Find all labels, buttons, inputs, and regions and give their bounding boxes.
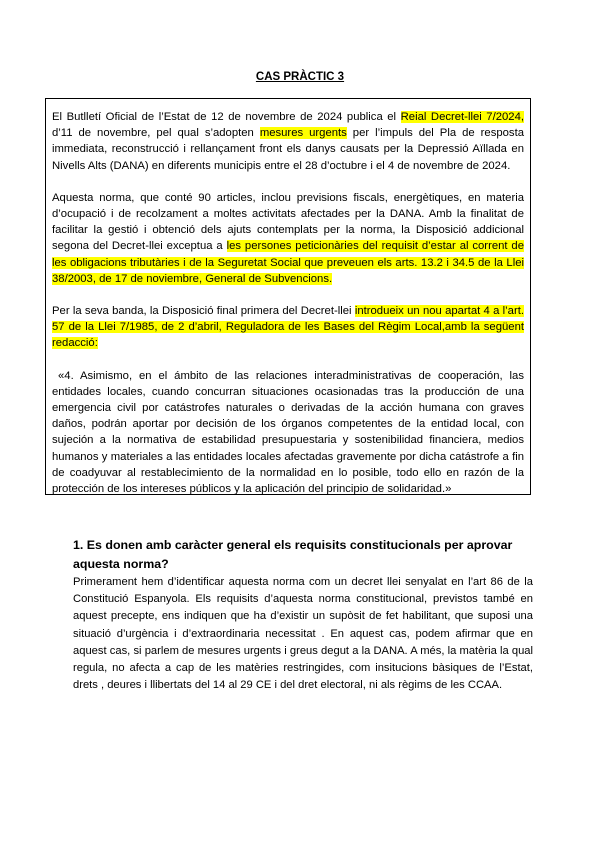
highlight-new-section: introdueix un nou apartat 4 a l’art. 57 de la Llei 7/1985, de 2 d’abril, Reguladora de les Bases del Règim Local,amb la següent redacció: <box>52 305 524 350</box>
case-quote: «4. Asimismo, en el ámbito de las relaciones interadministrativas de cooperación, las entidades locales, cuando concurran situaciones ocasionadas tras la producción de una emergencia civil por catástrofes naturales o derivadas de la acción humana con graves daños, podrán aportar por decisión de los órganos competentes de la entidad local, con sujeción a la normativa de estabilidad presupuestaria y sostenibilidad financiera, medios humanos y materiales a las entidades locales afectadas gravemente por dicha catástrofe a fin de coadyuvar al restablecimiento de la normalidad en lo posible, todo ello en razón de la protección de los intereses públicos y la aplicación del principio de solidaridad.» <box>52 369 524 496</box>
highlight-urgent-measures: mesures urgents <box>259 127 347 140</box>
case-paragraph-1: El Butlletí Oficial de l’Estat de 12 de novembre de 2024 publica el Reial Decret-llei 7/2024, d’11 de novembre, pel qual s’adopten mesures urgents per l’impuls del Pla de resposta immediata, reconstrucció i rellançament front els danys causats per la Depressió Aïllada en Nivells Alts (DANA) en diferents municipis entre el 28 d’octubre i el 4 de novembre de 2024. <box>52 111 525 172</box>
answer-1: Primerament hem d’identificar aquesta norma com un decret llei senyalat en l’art 86 de la Constitució Espanyola. Els requisits d’aquesta norma constitucional, previstos també en aquest precepte, ens indiquen que ha d’existir un supòsit de fet habilitant, que suposi una situació d’urgència i d’extraordinaria necessitat . En aquest cas, podem afirmar que en aquest cas, si parlem de mesures urgents i greus degut a la DANA. A més, la matèria la qual regula, no afecta a cap de les matèries restringides, com insitucions bàsiques de l’Estat, drets , deures i llibertats del 14 al 29 CE i del dret electoral, ni als règims de les CCAA. <box>73 576 533 692</box>
highlight-exemption: les persones peticionàries del requisit d’estar al corrent de les obligacions tributàries i de la Seguretat Social que preveuen els arts. 13.2 i 34.5 de la Llei 38/2003, de 17 de noviembre, General de Subvencions. <box>52 240 524 285</box>
case-paragraph-2: Aquesta norma, que conté 90 articles, inclou previsions fiscals, energètiques, en materia d’ocupació i de recolzament a moltes activitats afectades per la DANA. Amb la finalitat de facilitar la gestió i obtenció dels ajuts contemplats per la norma, la Disposició addicional segona del Decret-llei exceptua a les persones peticionàries del requisit d’estar al corrent de les obligacions tributàries i de la Seguretat Social que preveuen els arts. 13.2 i 34.5 de la Llei 38/2003, de 17 de noviembre, General de Subvencions. <box>52 191 524 285</box>
question-1: 1. Es donen amb caràcter general els requisits constitucionals per aprovar aquesta norma? <box>73 538 513 571</box>
page-title: CAS PRÀCTIC 3 <box>255 71 345 83</box>
highlight-decree: Reial Decret-llei 7/2024, <box>400 111 524 123</box>
case-statement-box <box>45 98 531 495</box>
case-paragraph-3: Per la seva banda, la Disposició final primera del Decret-llei introdueix un nou apartat 4 a l’art. 57 de la Llei 7/1985, de 2 d’abril, Reguladora de les Bases del Règim Local,amb la següent redacció: <box>52 305 524 350</box>
